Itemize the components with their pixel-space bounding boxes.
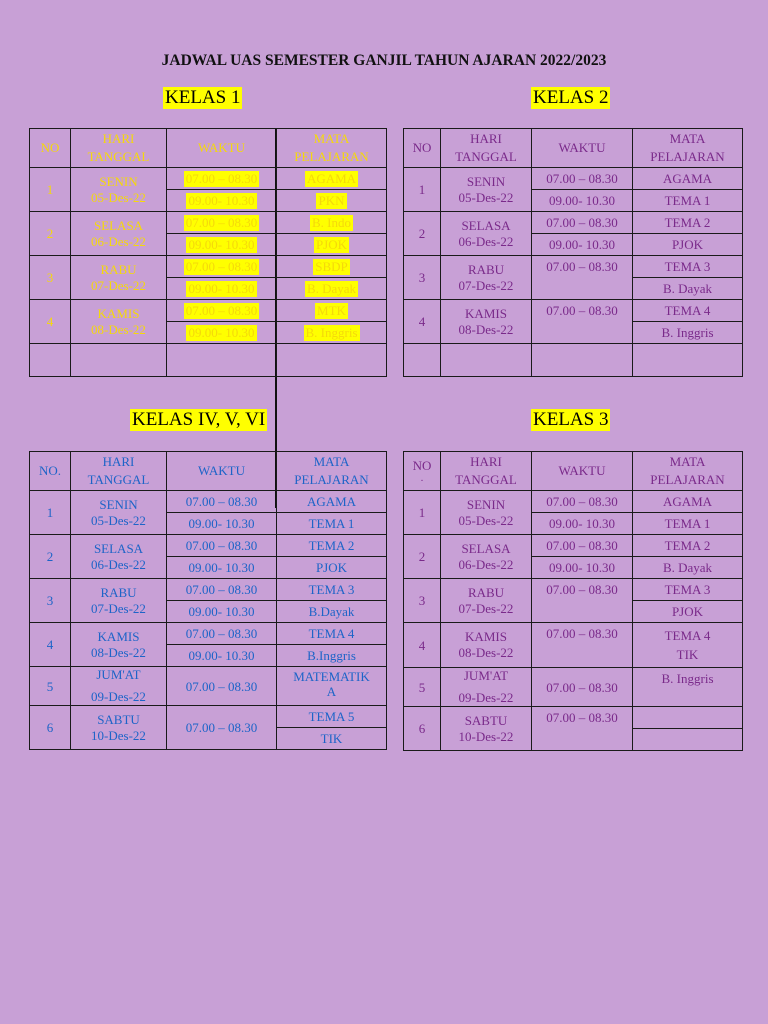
row-no: 5 <box>404 668 441 707</box>
row-hari-tanggal: SELASA 06-Des-22 <box>71 535 167 579</box>
header-hari-tanggal: HARI TANGGAL <box>441 129 532 168</box>
row-no: 1 <box>30 491 71 535</box>
row-mapel: TEMA 2 <box>277 535 387 557</box>
row-mapel: TEMA 3 <box>277 579 387 601</box>
row-mapel: TEMA 1 <box>633 513 743 535</box>
row-waktu: 07.00 – 08.30 <box>532 300 633 344</box>
table-row <box>30 579 387 601</box>
header-waktu: WAKTU <box>167 452 277 491</box>
row-no: 3 <box>404 579 441 623</box>
row-mapel: B. Dayak <box>633 278 743 300</box>
table-row <box>404 623 743 645</box>
row-no: 2 <box>404 535 441 579</box>
row-hari-tanggal: KAMIS 08-Des-22 <box>441 623 532 668</box>
row-mapel: AGAMA <box>633 491 743 513</box>
header-hari-tanggal: HARI TANGGAL <box>441 452 532 491</box>
row-waktu: 07.00 – 08.30 <box>167 300 277 322</box>
row-waktu: 07.00 – 08.30 <box>532 491 633 513</box>
row-waktu: 07.00 – 08.30 <box>532 579 633 623</box>
row-waktu: 07.00 – 08.30 <box>532 168 633 190</box>
row-no: 6 <box>30 706 71 750</box>
header-mata-pelajaran: MATA PELAJARAN <box>277 452 387 491</box>
row-no: 4 <box>404 623 441 668</box>
table-row <box>30 706 387 728</box>
row-mapel: MATEMATIK A <box>277 667 387 706</box>
row-mapel: B.Inggris <box>277 645 387 667</box>
table-row <box>404 535 743 557</box>
table-row <box>404 300 743 322</box>
row-mapel: PJOK <box>633 601 743 623</box>
header-no: NO . <box>404 452 441 491</box>
kelas-1-label: KELAS 1 <box>165 87 241 108</box>
header-no: NO <box>404 129 441 168</box>
row-mapel: AGAMA <box>277 168 387 190</box>
row-hari-tanggal: SELASA 06-Des-22 <box>441 212 532 256</box>
row-hari-tanggal: SENIN 05-Des-22 <box>441 491 532 535</box>
row-waktu: 09.00- 10.30 <box>167 513 277 535</box>
table-row <box>30 256 387 278</box>
table-row <box>404 212 743 234</box>
row-waktu: 09.00- 10.30 <box>532 557 633 579</box>
row-waktu: 09.00- 10.30 <box>167 278 277 300</box>
row-waktu: 09.00- 10.30 <box>532 234 633 256</box>
table-row <box>30 535 387 557</box>
table-header <box>404 452 743 491</box>
row-hari-tanggal: SABTU 10-Des-22 <box>441 707 532 751</box>
row-waktu: 09.00- 10.30 <box>167 645 277 667</box>
table-row <box>404 579 743 601</box>
row-hari-tanggal: SELASA 06-Des-22 <box>441 535 532 579</box>
row-mapel: MTK <box>277 300 387 322</box>
table-row <box>30 300 387 322</box>
row-mapel: TEMA 3 <box>633 256 743 278</box>
table-row-empty <box>404 344 743 377</box>
page-title: JADWAL UAS SEMESTER GANJIL TAHUN AJARAN 2022/2023 <box>161 52 607 69</box>
row-mapel: TEMA 4 <box>633 623 743 645</box>
row-mapel <box>633 729 743 751</box>
row-no: 3 <box>404 256 441 300</box>
row-mapel: TEMA 1 <box>277 513 387 535</box>
row-waktu: 07.00 – 08.30 <box>167 491 277 513</box>
row-waktu: 07.00 – 08.30 <box>167 256 277 278</box>
header-mata-pelajaran: MATA PELAJARAN <box>633 452 743 491</box>
kelas-2-table <box>403 128 743 377</box>
row-hari-tanggal: KAMIS 08-Des-22 <box>441 300 532 344</box>
table-row <box>30 623 387 645</box>
row-mapel: TEMA 1 <box>633 190 743 212</box>
row-waktu: 07.00 – 08.30 <box>167 623 277 645</box>
row-hari-tanggal: JUM'AT 09-Des-22 <box>441 668 532 707</box>
table-row <box>30 491 387 513</box>
row-waktu: 07.00 – 08.30 <box>532 623 633 668</box>
row-hari-tanggal: RABU 07-Des-22 <box>441 579 532 623</box>
kelas-456-table <box>29 451 387 750</box>
table-row-empty <box>30 344 387 377</box>
row-mapel: TEMA 4 <box>277 623 387 645</box>
row-no: 5 <box>30 667 71 706</box>
header-hari-tanggal: HARI TANGGAL <box>71 129 167 168</box>
row-mapel: PKN <box>277 190 387 212</box>
kelas-1-table <box>29 128 387 377</box>
row-no: 1 <box>30 168 71 212</box>
row-mapel: B.Dayak <box>277 601 387 623</box>
row-mapel <box>633 707 743 729</box>
kelas-456-label: KELAS IV, V, VI <box>132 409 266 430</box>
row-no: 3 <box>30 579 71 623</box>
table-header <box>30 452 387 491</box>
row-waktu: 07.00 – 08.30 <box>167 212 277 234</box>
row-no: 4 <box>30 300 71 344</box>
row-hari-tanggal: SENIN 05-Des-22 <box>71 168 167 212</box>
row-no: 6 <box>404 707 441 751</box>
row-hari-tanggal: RABU 07-Des-22 <box>71 256 167 300</box>
kelas-2-label: KELAS 2 <box>533 87 609 108</box>
table-row <box>404 491 743 513</box>
row-waktu: 07.00 – 08.30 <box>532 212 633 234</box>
table-row <box>30 168 387 190</box>
header-no: NO. <box>30 452 71 491</box>
row-mapel: B. Inggris <box>633 668 743 707</box>
row-waktu: 07.00 – 08.30 <box>167 168 277 190</box>
header-waktu: WAKTU <box>167 129 277 168</box>
row-mapel: TEMA 5 <box>277 706 387 728</box>
kelas-3-table <box>403 451 743 751</box>
row-no: 3 <box>30 256 71 300</box>
row-mapel: B. Inggris <box>277 322 387 344</box>
row-waktu: 09.00- 10.30 <box>167 190 277 212</box>
row-mapel: PJOK <box>277 557 387 579</box>
row-waktu: 07.00 – 08.30 <box>167 579 277 601</box>
row-mapel: TEMA 2 <box>633 212 743 234</box>
row-no: 4 <box>404 300 441 344</box>
row-mapel: PJOK <box>633 234 743 256</box>
row-mapel: B. Dayak <box>277 278 387 300</box>
row-hari-tanggal: RABU 07-Des-22 <box>71 579 167 623</box>
row-hari-tanggal: KAMIS 08-Des-22 <box>71 623 167 667</box>
header-hari-tanggal: HARI TANGGAL <box>71 452 167 491</box>
row-hari-tanggal: SABTU 10-Des-22 <box>71 706 167 750</box>
row-mapel: TEMA 4 <box>633 300 743 322</box>
row-waktu: 07.00 – 08.30 <box>167 535 277 557</box>
row-waktu: 09.00- 10.30 <box>167 322 277 344</box>
kelas-3-label: KELAS 3 <box>533 409 609 430</box>
row-no: 2 <box>30 535 71 579</box>
table-row <box>30 212 387 234</box>
row-waktu: 09.00- 10.30 <box>532 190 633 212</box>
header-waktu: WAKTU <box>532 452 633 491</box>
row-no: 2 <box>30 212 71 256</box>
row-mapel: B. Inggris <box>633 322 743 344</box>
row-mapel: AGAMA <box>277 491 387 513</box>
header-no: NO <box>30 129 71 168</box>
row-mapel: PJOK <box>277 234 387 256</box>
header-mata-pelajaran: MATA PELAJARAN <box>277 129 387 168</box>
row-waktu: 07.00 – 08.30 <box>167 667 277 706</box>
row-waktu: 07.00 – 08.30 <box>167 706 277 750</box>
header-waktu: WAKTU <box>532 129 633 168</box>
table-row <box>404 256 743 278</box>
row-mapel: TIK <box>633 644 743 668</box>
row-mapel: TEMA 3 <box>633 579 743 601</box>
row-mapel: B. Dayak <box>633 557 743 579</box>
row-no: 1 <box>404 491 441 535</box>
row-hari-tanggal: SENIN 05-Des-22 <box>441 168 532 212</box>
row-waktu: 07.00 – 08.30 <box>532 256 633 300</box>
row-waktu: 09.00- 10.30 <box>167 601 277 623</box>
row-hari-tanggal: RABU 07-Des-22 <box>441 256 532 300</box>
row-waktu: 07.00 – 08.30 <box>532 535 633 557</box>
header-mata-pelajaran: MATA PELAJARAN <box>633 129 743 168</box>
row-waktu: 07.00 – 08.30 <box>532 707 633 751</box>
table-row <box>404 707 743 729</box>
table-header <box>30 129 387 168</box>
row-hari-tanggal: KAMIS 08-Des-22 <box>71 300 167 344</box>
row-hari-tanggal: JUM'AT 09-Des-22 <box>71 667 167 706</box>
row-waktu: 07.00 – 08.30 <box>532 668 633 707</box>
row-waktu: 09.00- 10.30 <box>167 234 277 256</box>
row-mapel: B. Indo <box>277 212 387 234</box>
row-no: 4 <box>30 623 71 667</box>
row-waktu: 09.00- 10.30 <box>532 513 633 535</box>
row-hari-tanggal: SELASA 06-Des-22 <box>71 212 167 256</box>
row-no: 1 <box>404 168 441 212</box>
row-mapel: TIK <box>277 728 387 750</box>
row-hari-tanggal: SENIN 05-Des-22 <box>71 491 167 535</box>
row-mapel: TEMA 2 <box>633 535 743 557</box>
table-row <box>404 168 743 190</box>
table-header <box>404 129 743 168</box>
row-mapel: AGAMA <box>633 168 743 190</box>
row-waktu: 09.00- 10.30 <box>167 557 277 579</box>
row-mapel: SBDP <box>277 256 387 278</box>
row-no: 2 <box>404 212 441 256</box>
